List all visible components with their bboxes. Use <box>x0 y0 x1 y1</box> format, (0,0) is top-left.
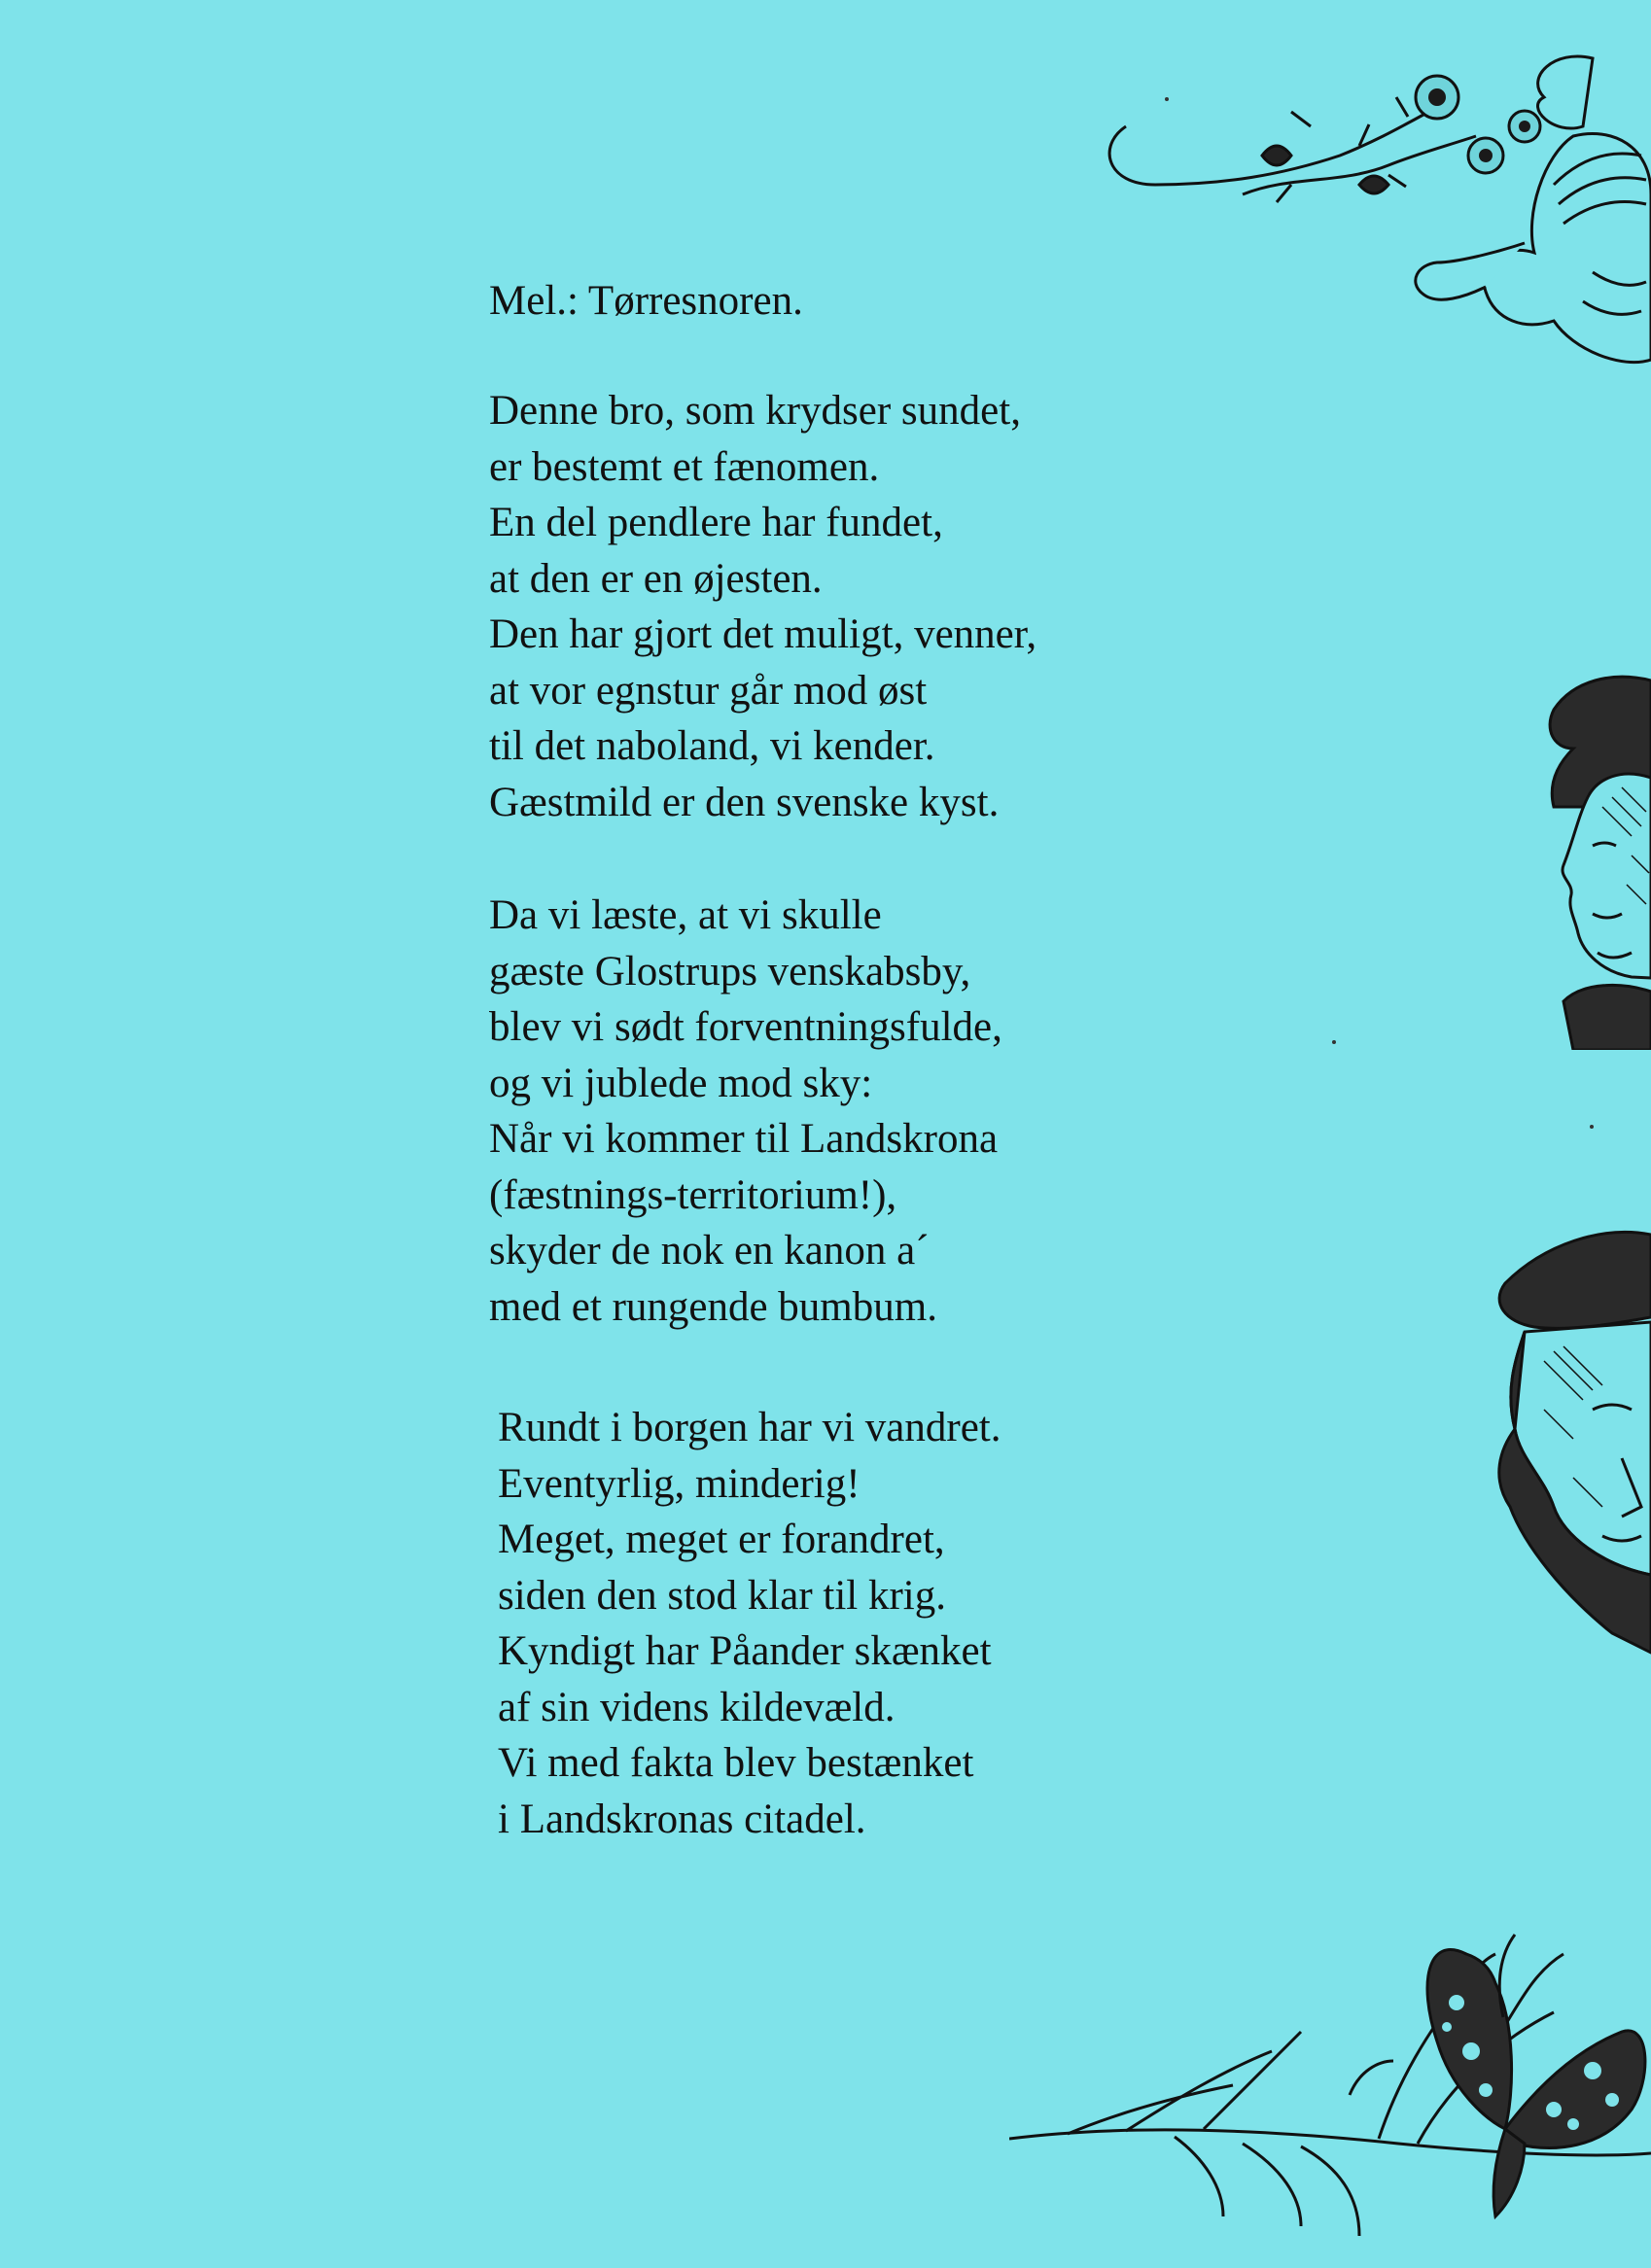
stanza <box>489 888 1002 1335</box>
verse-line: Gæstmild er den svenske kyst. <box>489 779 1000 825</box>
verse-line: at vor egnstur går mod øst <box>489 667 928 714</box>
ink-speck <box>1165 97 1169 101</box>
verse-line: Rundt i borgen har vi vandret. <box>498 1405 1001 1450</box>
verse-line: at den er en øjesten. <box>489 555 823 602</box>
verse-line: (fæstnings-territorium!), <box>489 1171 897 1218</box>
verse-line: blev vi sødt forventningsfulde, <box>489 1004 1002 1050</box>
melody-line: Mel.: Tørresnoren. <box>489 278 803 324</box>
verse-line: gæste Glostrups venskabsby, <box>489 948 971 994</box>
verse-line: Den har gjort det muligt, venner, <box>489 611 1037 657</box>
verse-line: En del pendlere har fundet, <box>489 500 943 545</box>
verse-line: siden den stod klar til krig. <box>498 1572 946 1619</box>
cherub-with-flowers-illustration <box>1068 39 1651 389</box>
verse-line: Da vi læste, at vi skulle <box>489 892 882 938</box>
verse-line: Kyndigt har Påander skænket <box>498 1628 992 1674</box>
verse-line: Meget, meget er forandret, <box>498 1517 945 1562</box>
ink-speck <box>1590 1125 1594 1129</box>
woman-portrait-illustration <box>1505 661 1651 1050</box>
ink-speck <box>1332 1040 1336 1044</box>
verse-line: og vi jublede mod sky: <box>489 1060 873 1106</box>
verse-line: er bestemt et fænomen. <box>489 443 880 490</box>
verse-line: Vi med fakta blev bestænket <box>498 1740 974 1786</box>
verse-line: Når vi kommer til Landskrona <box>489 1116 999 1162</box>
stanza <box>498 1400 1001 1847</box>
verse-line: i Landskronas citadel. <box>498 1796 866 1842</box>
verse-line: med et rungende bumbum. <box>489 1283 937 1330</box>
verse-line: skyder de nok en kanon a´ <box>489 1228 930 1274</box>
verse-line: til det naboland, vi kender. <box>489 723 935 769</box>
verse-line: af sin videns kildevæld. <box>498 1684 896 1730</box>
man-portrait-with-cap-illustration <box>1486 1225 1651 1662</box>
stanza <box>489 383 1036 830</box>
verse-line: Denne bro, som krydser sundet, <box>489 388 1021 434</box>
verse-line: Eventyrlig, minderig! <box>498 1460 861 1507</box>
butterfly-with-grass-illustration <box>1009 1925 1651 2268</box>
